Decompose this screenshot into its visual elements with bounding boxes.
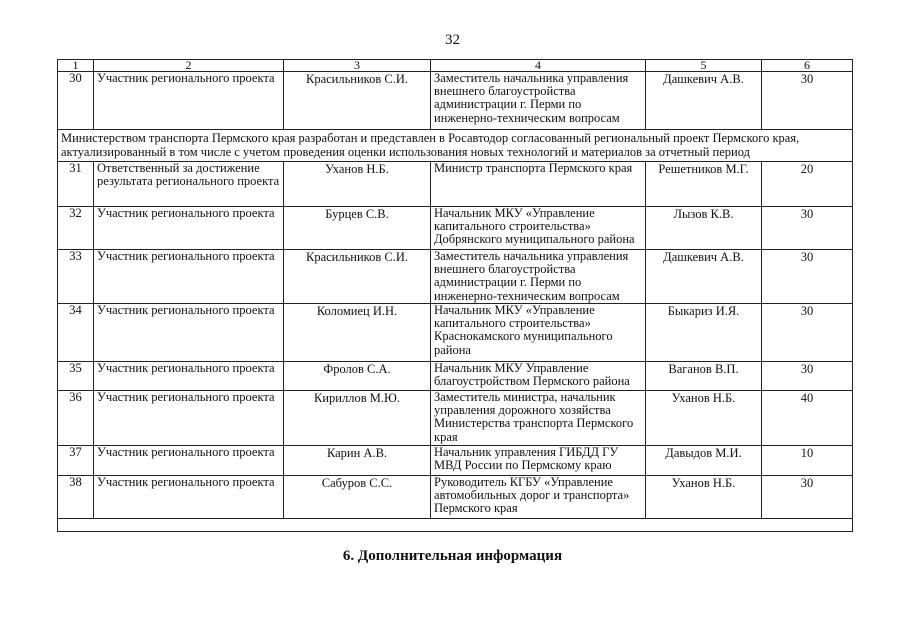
supervisor-cell: Решетников М.Г. bbox=[646, 162, 762, 207]
table-row bbox=[58, 304, 853, 362]
supervisor-cell: Уханов Н.Б. bbox=[646, 391, 762, 446]
column-number: 1 bbox=[58, 60, 94, 72]
person-cell: Фролов С.А. bbox=[284, 362, 431, 391]
position-cell: Начальник управления ГИБДД ГУ МВД России по Пермскому краю bbox=[431, 446, 646, 476]
row-number-cell: 32 bbox=[58, 207, 94, 250]
supervisor-cell: Ваганов В.П. bbox=[646, 362, 762, 391]
supervisor-cell: Уханов Н.Б. bbox=[646, 476, 762, 519]
percent-cell: 40 bbox=[762, 391, 853, 446]
row-number-cell: 37 bbox=[58, 446, 94, 476]
position-cell: Руководитель КГБУ «Управление автомобильных дорог и транспорта» Пермского края bbox=[431, 476, 646, 519]
row-number-cell: 36 bbox=[58, 391, 94, 446]
person-cell: Бурцев С.В. bbox=[284, 207, 431, 250]
position-cell: Министр транспорта Пермского края bbox=[431, 162, 646, 207]
person-cell: Карин А.В. bbox=[284, 446, 431, 476]
percent-cell: 30 bbox=[762, 207, 853, 250]
table-row bbox=[58, 207, 853, 250]
position-cell: Начальник МКУ «Управление капитального строительства» Краснокамского муниципального района bbox=[431, 304, 646, 362]
person-cell: Красильников С.И. bbox=[284, 72, 431, 130]
supervisor-cell: Дашкевич А.В. bbox=[646, 72, 762, 130]
supervisor-cell: Дашкевич А.В. bbox=[646, 250, 762, 304]
role-cell: Участник регионального проекта bbox=[94, 250, 284, 304]
supervisor-cell: Быкариз И.Я. bbox=[646, 304, 762, 362]
role-cell: Участник регионального проекта bbox=[94, 72, 284, 130]
person-cell: Коломиец И.Н. bbox=[284, 304, 431, 362]
person-cell: Красильников С.И. bbox=[284, 250, 431, 304]
percent-cell: 30 bbox=[762, 304, 853, 362]
table-row bbox=[58, 72, 853, 130]
person-cell: Сабуров С.С. bbox=[284, 476, 431, 519]
position-cell: Начальник МКУ Управление благоустройством Пермского района bbox=[431, 362, 646, 391]
participants-table bbox=[57, 59, 853, 532]
page-number: 32 bbox=[445, 32, 460, 48]
row-number-cell: 33 bbox=[58, 250, 94, 304]
table-row bbox=[58, 250, 853, 304]
position-cell: Заместитель министра, начальник управления дорожного хозяйства Министерства транспорта Пермского края bbox=[431, 391, 646, 446]
column-number: 4 bbox=[431, 60, 646, 72]
person-cell: Кириллов М.Ю. bbox=[284, 391, 431, 446]
table-row bbox=[58, 476, 853, 519]
percent-cell: 20 bbox=[762, 162, 853, 207]
table-row bbox=[58, 446, 853, 476]
role-cell: Участник регионального проекта bbox=[94, 304, 284, 362]
role-cell: Участник регионального проекта bbox=[94, 362, 284, 391]
supervisor-cell: Давыдов М.И. bbox=[646, 446, 762, 476]
empty-row bbox=[58, 519, 853, 532]
position-cell: Заместитель начальника управления внешнего благоустройства администрации г. Перми по инженерно-техническим вопросам bbox=[431, 250, 646, 304]
column-number: 6 bbox=[762, 60, 853, 72]
percent-cell: 30 bbox=[762, 250, 853, 304]
percent-cell: 30 bbox=[762, 476, 853, 519]
percent-cell: 10 bbox=[762, 446, 853, 476]
row-number-cell: 38 bbox=[58, 476, 94, 519]
row-number-cell: 34 bbox=[58, 304, 94, 362]
note-text: Министерством транспорта Пермского края разработан и представлен в Росавтодор согласованный региональный проект Пермского края, актуализированный в том числе с учетом проведения оценки использования новых технологий и материалов за отчетный период bbox=[58, 130, 853, 162]
table-row bbox=[58, 362, 853, 391]
role-cell: Участник регионального проекта bbox=[94, 391, 284, 446]
row-number-cell: 31 bbox=[58, 162, 94, 207]
column-number-row bbox=[58, 60, 853, 72]
table-row bbox=[58, 162, 853, 207]
role-cell: Участник регионального проекта bbox=[94, 207, 284, 250]
column-number: 3 bbox=[284, 60, 431, 72]
percent-cell: 30 bbox=[762, 72, 853, 130]
position-cell: Начальник МКУ «Управление капитального строительства» Добрянского муниципального района bbox=[431, 207, 646, 250]
table-body bbox=[58, 60, 853, 532]
position-cell: Заместитель начальника управления внешнего благоустройства администрации г. Перми по инженерно-техническим вопросам bbox=[431, 72, 646, 130]
note-row bbox=[58, 130, 853, 162]
percent-cell: 30 bbox=[762, 362, 853, 391]
role-cell: Ответственный за достижение результата регионального проекта bbox=[94, 162, 284, 207]
role-cell: Участник регионального проекта bbox=[94, 476, 284, 519]
empty-cell bbox=[58, 519, 853, 532]
supervisor-cell: Лызов К.В. bbox=[646, 207, 762, 250]
section-title: 6. Дополнительная информация bbox=[342, 548, 563, 564]
column-number: 2 bbox=[94, 60, 284, 72]
table-row bbox=[58, 391, 853, 446]
person-cell: Уханов Н.Б. bbox=[284, 162, 431, 207]
row-number-cell: 35 bbox=[58, 362, 94, 391]
role-cell: Участник регионального проекта bbox=[94, 446, 284, 476]
column-number: 5 bbox=[646, 60, 762, 72]
row-number-cell: 30 bbox=[58, 72, 94, 130]
